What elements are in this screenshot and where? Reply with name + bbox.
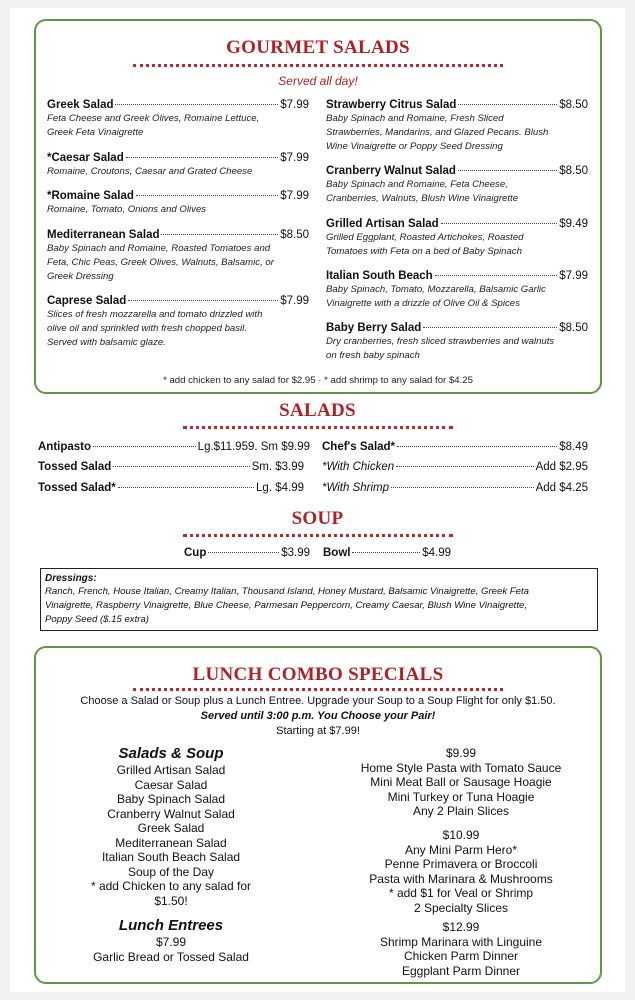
dressings-box — [40, 568, 598, 631]
lunch-starting: Starting at $7.99! — [276, 725, 360, 737]
item-desc: Baby Spinach, Tomato, Mozzarella, Balsamic Garlic — [326, 284, 546, 295]
item-price: $8.50 — [559, 322, 588, 334]
dressings-title: Dressings: — [45, 573, 97, 584]
item-price: Add $4.25 — [535, 482, 588, 494]
item-name: Mediterranean Salad — [47, 229, 160, 241]
dressings-line: Ranch, French, House Italian, Creamy Italian, Thousand Island, Honey Mustard, Balsamic Vinaigrette, Greek Feta — [45, 586, 530, 597]
lunch-intro: Choose a Salad or Soup plus a Lunch Entree. Upgrade your Soup to a Soup Flight for only $1.50. — [80, 695, 556, 707]
list-item: Any 2 Plain Slices — [412, 804, 510, 818]
tier-price: $9.99 — [445, 746, 477, 760]
item-desc: Served with balsamic glaze. — [47, 337, 166, 348]
item-name: Antipasto — [38, 441, 92, 453]
menu-item — [326, 269, 588, 311]
menu-item — [47, 98, 309, 140]
item-name: *Romaine Salad — [47, 190, 134, 202]
menu-item — [47, 294, 309, 350]
item-name: Tossed Salad — [38, 461, 112, 473]
item-name: Tossed Salad* — [38, 482, 116, 494]
lunch-title: LUNCH COMBO SPECIALS — [192, 664, 444, 685]
item-price: Sm. $3.99 — [251, 461, 304, 473]
item-desc: Cranberries, Walnuts, Blush Wine Vinaigrette — [326, 193, 519, 204]
item-desc: Grilled Eggplant, Roasted Artichokes, Roasted — [326, 232, 524, 243]
soup-bowl-price: $4.99 — [422, 547, 451, 559]
item-price: $8.50 — [559, 165, 588, 177]
list-item: Home Style Pasta with Tomato Sauce — [360, 760, 562, 775]
item-desc: Greek Dressing — [47, 271, 114, 282]
list-item: Pasta with Marinara & Mushrooms — [369, 871, 553, 886]
item-desc: Slices of fresh mozzarella and tomato drizzled with — [47, 309, 263, 320]
list-item: Soup of the Day — [127, 864, 215, 879]
item-desc: Wine Vinaigrette or Poppy Seed Dressing — [326, 141, 503, 152]
item-desc: Greek Feta Vinaigrette — [47, 127, 144, 138]
item-desc: Baby Spinach and Romaine, Roasted Tomatoes and — [47, 243, 271, 254]
soup-cup-price: $3.99 — [281, 547, 310, 559]
salads-title: SALADS — [279, 400, 356, 421]
gourmet-subtitle: Served all day! — [278, 74, 358, 88]
item-price: $7.99 — [280, 190, 309, 202]
soup-title: SOUP — [291, 508, 344, 529]
list-item: * add Chicken to any salad for $1.50! — [90, 879, 252, 908]
menu-item — [47, 151, 309, 179]
item-name: Chef's Salad* — [322, 441, 396, 453]
item-desc: Strawberries, Mandarins, and Glazed Pecans. Blush — [326, 127, 549, 138]
menu-item — [38, 460, 304, 474]
tier-9-99 — [336, 746, 586, 819]
entrees-price: $7.99 — [155, 935, 187, 949]
item-name: Cranberry Walnut Salad — [326, 165, 456, 177]
lunch-combo-section — [34, 646, 602, 984]
item-price: $8.50 — [559, 99, 588, 111]
menu-item — [38, 440, 310, 454]
soup-bowl-label: Bowl — [323, 547, 351, 559]
lunch-entrees-column — [66, 917, 276, 964]
item-price: $9.49 — [559, 218, 588, 230]
addon-note: * add chicken to any salad for $2.95 · * add shrimp to any salad for $4.25 — [163, 375, 473, 386]
list-item: Garlic Bread or Tossed Salad — [93, 949, 249, 964]
menu-item — [326, 321, 588, 363]
item-name: Greek Salad — [47, 99, 114, 111]
list-item: Italian South Beach Salad — [101, 850, 241, 864]
menu-item — [326, 217, 588, 259]
list-item: Greek Salad — [137, 821, 205, 835]
item-desc: Vinaigrette with a drizzle of Olive Oil & Spices — [326, 298, 520, 309]
item-price: $7.99 — [280, 295, 309, 307]
menu-item — [47, 228, 309, 284]
list-item: Grilled Artisan Salad — [116, 763, 226, 777]
item-name: Baby Berry Salad — [326, 322, 422, 334]
gourmet-title: GOURMET SALADS — [226, 37, 410, 58]
list-item: Mini Meat Ball or Sausage Hoagie — [370, 775, 552, 789]
gourmet-salads-section — [34, 19, 602, 394]
list-item: Eggplant Parm Dinner — [401, 963, 521, 978]
list-item: Penne Primavera or Broccoli — [384, 857, 538, 871]
dressings-line: Poppy Seed ($.15 extra) — [45, 614, 149, 625]
item-name: Strawberry Citrus Salad — [326, 99, 457, 111]
lunch-served: Served until 3:00 p.m. You Choose your Pair! — [200, 710, 436, 722]
dressings-line: Vinaigrette, Raspberry Vinaigrette, Blue Cheese, Parmesan Peppercorn, Creamy Caesar, Blush Wine Vinaigrette, — [45, 600, 527, 611]
soup-cup — [184, 546, 310, 560]
soup-bowl — [323, 546, 451, 560]
list-item: Chicken Parm Dinner — [403, 949, 519, 963]
list-item: Baby Spinach Salad — [116, 792, 226, 806]
title-divider — [183, 426, 453, 429]
item-price: Add $2.95 — [535, 461, 588, 473]
menu-item — [47, 189, 309, 217]
item-price: $7.99 — [559, 270, 588, 282]
item-name: *With Shrimp — [322, 482, 389, 494]
list-item: Any Mini Parm Hero* — [404, 842, 518, 857]
title-divider — [183, 534, 453, 537]
list-item: Caesar Salad — [134, 777, 208, 792]
item-name: Grilled Artisan Salad — [326, 218, 439, 230]
menu-page — [10, 8, 625, 992]
list-item: 2 Specialty Slices — [413, 900, 509, 915]
item-price: $7.99 — [280, 99, 309, 111]
item-desc: Romaine, Croutons, Caesar and Grated Cheese — [47, 166, 253, 177]
item-price: $8.50 — [280, 229, 309, 241]
item-desc: Baby Spinach and Romaine, Fresh Sliced — [326, 113, 504, 124]
item-desc: Feta Cheese and Greek Olives, Romaine Lettuce, — [47, 113, 260, 124]
item-desc: olive oil and sprinkled with fresh chopped basil. — [47, 323, 247, 334]
menu-item — [322, 440, 588, 454]
list-item: Mediterranean Salad — [115, 835, 227, 850]
menu-item — [326, 98, 588, 154]
list-item: Shrimp Marinara with Linguine — [379, 934, 543, 949]
item-desc: Dry cranberries, fresh sliced strawberries and walnuts — [326, 336, 555, 347]
tier-price: $10.99 — [442, 828, 480, 842]
menu-item — [38, 481, 304, 495]
salads-soup-title: Salads & Soup — [118, 745, 224, 762]
list-item: Mini Turkey or Tuna Hoagie — [387, 789, 535, 804]
menu-item — [322, 481, 588, 495]
item-name: Caprese Salad — [47, 295, 127, 307]
title-divider — [133, 64, 503, 67]
tier-price: $12.99 — [442, 920, 480, 934]
item-desc: Tomatoes with Feta on a bed of Baby Spinach — [326, 246, 522, 257]
item-name: Italian South Beach — [326, 270, 433, 282]
list-item: * add $1 for Veal or Shrimp — [388, 886, 534, 900]
item-price: Lg.$11.959. Sm $9.99 — [197, 441, 310, 453]
item-price: Lg. $4.99 — [256, 482, 304, 494]
item-price: $7.99 — [280, 152, 309, 164]
item-name: *With Chicken — [322, 461, 395, 473]
item-desc: Baby Spinach and Romaine, Feta Cheese, — [326, 179, 508, 190]
lunch-entrees-title: Lunch Entrees — [118, 917, 224, 934]
tier-12-99 — [336, 920, 586, 978]
soup-cup-label: Cup — [184, 547, 207, 559]
item-desc: on fresh baby spinach — [326, 350, 420, 361]
salads-soup-column — [76, 745, 266, 908]
menu-item — [326, 164, 588, 206]
tier-10-99 — [336, 828, 586, 915]
item-name: *Caesar Salad — [47, 152, 124, 164]
item-price: $8.49 — [559, 441, 588, 453]
item-desc: Romaine, Tomato, Onions and Olives — [47, 204, 207, 215]
title-divider — [133, 688, 503, 691]
item-desc: Feta, Chic Peas, Greek Olives, Walnuts, Balsamic, or — [47, 257, 274, 268]
menu-item — [322, 460, 588, 474]
list-item: Cranberry Walnut Salad — [107, 806, 235, 821]
